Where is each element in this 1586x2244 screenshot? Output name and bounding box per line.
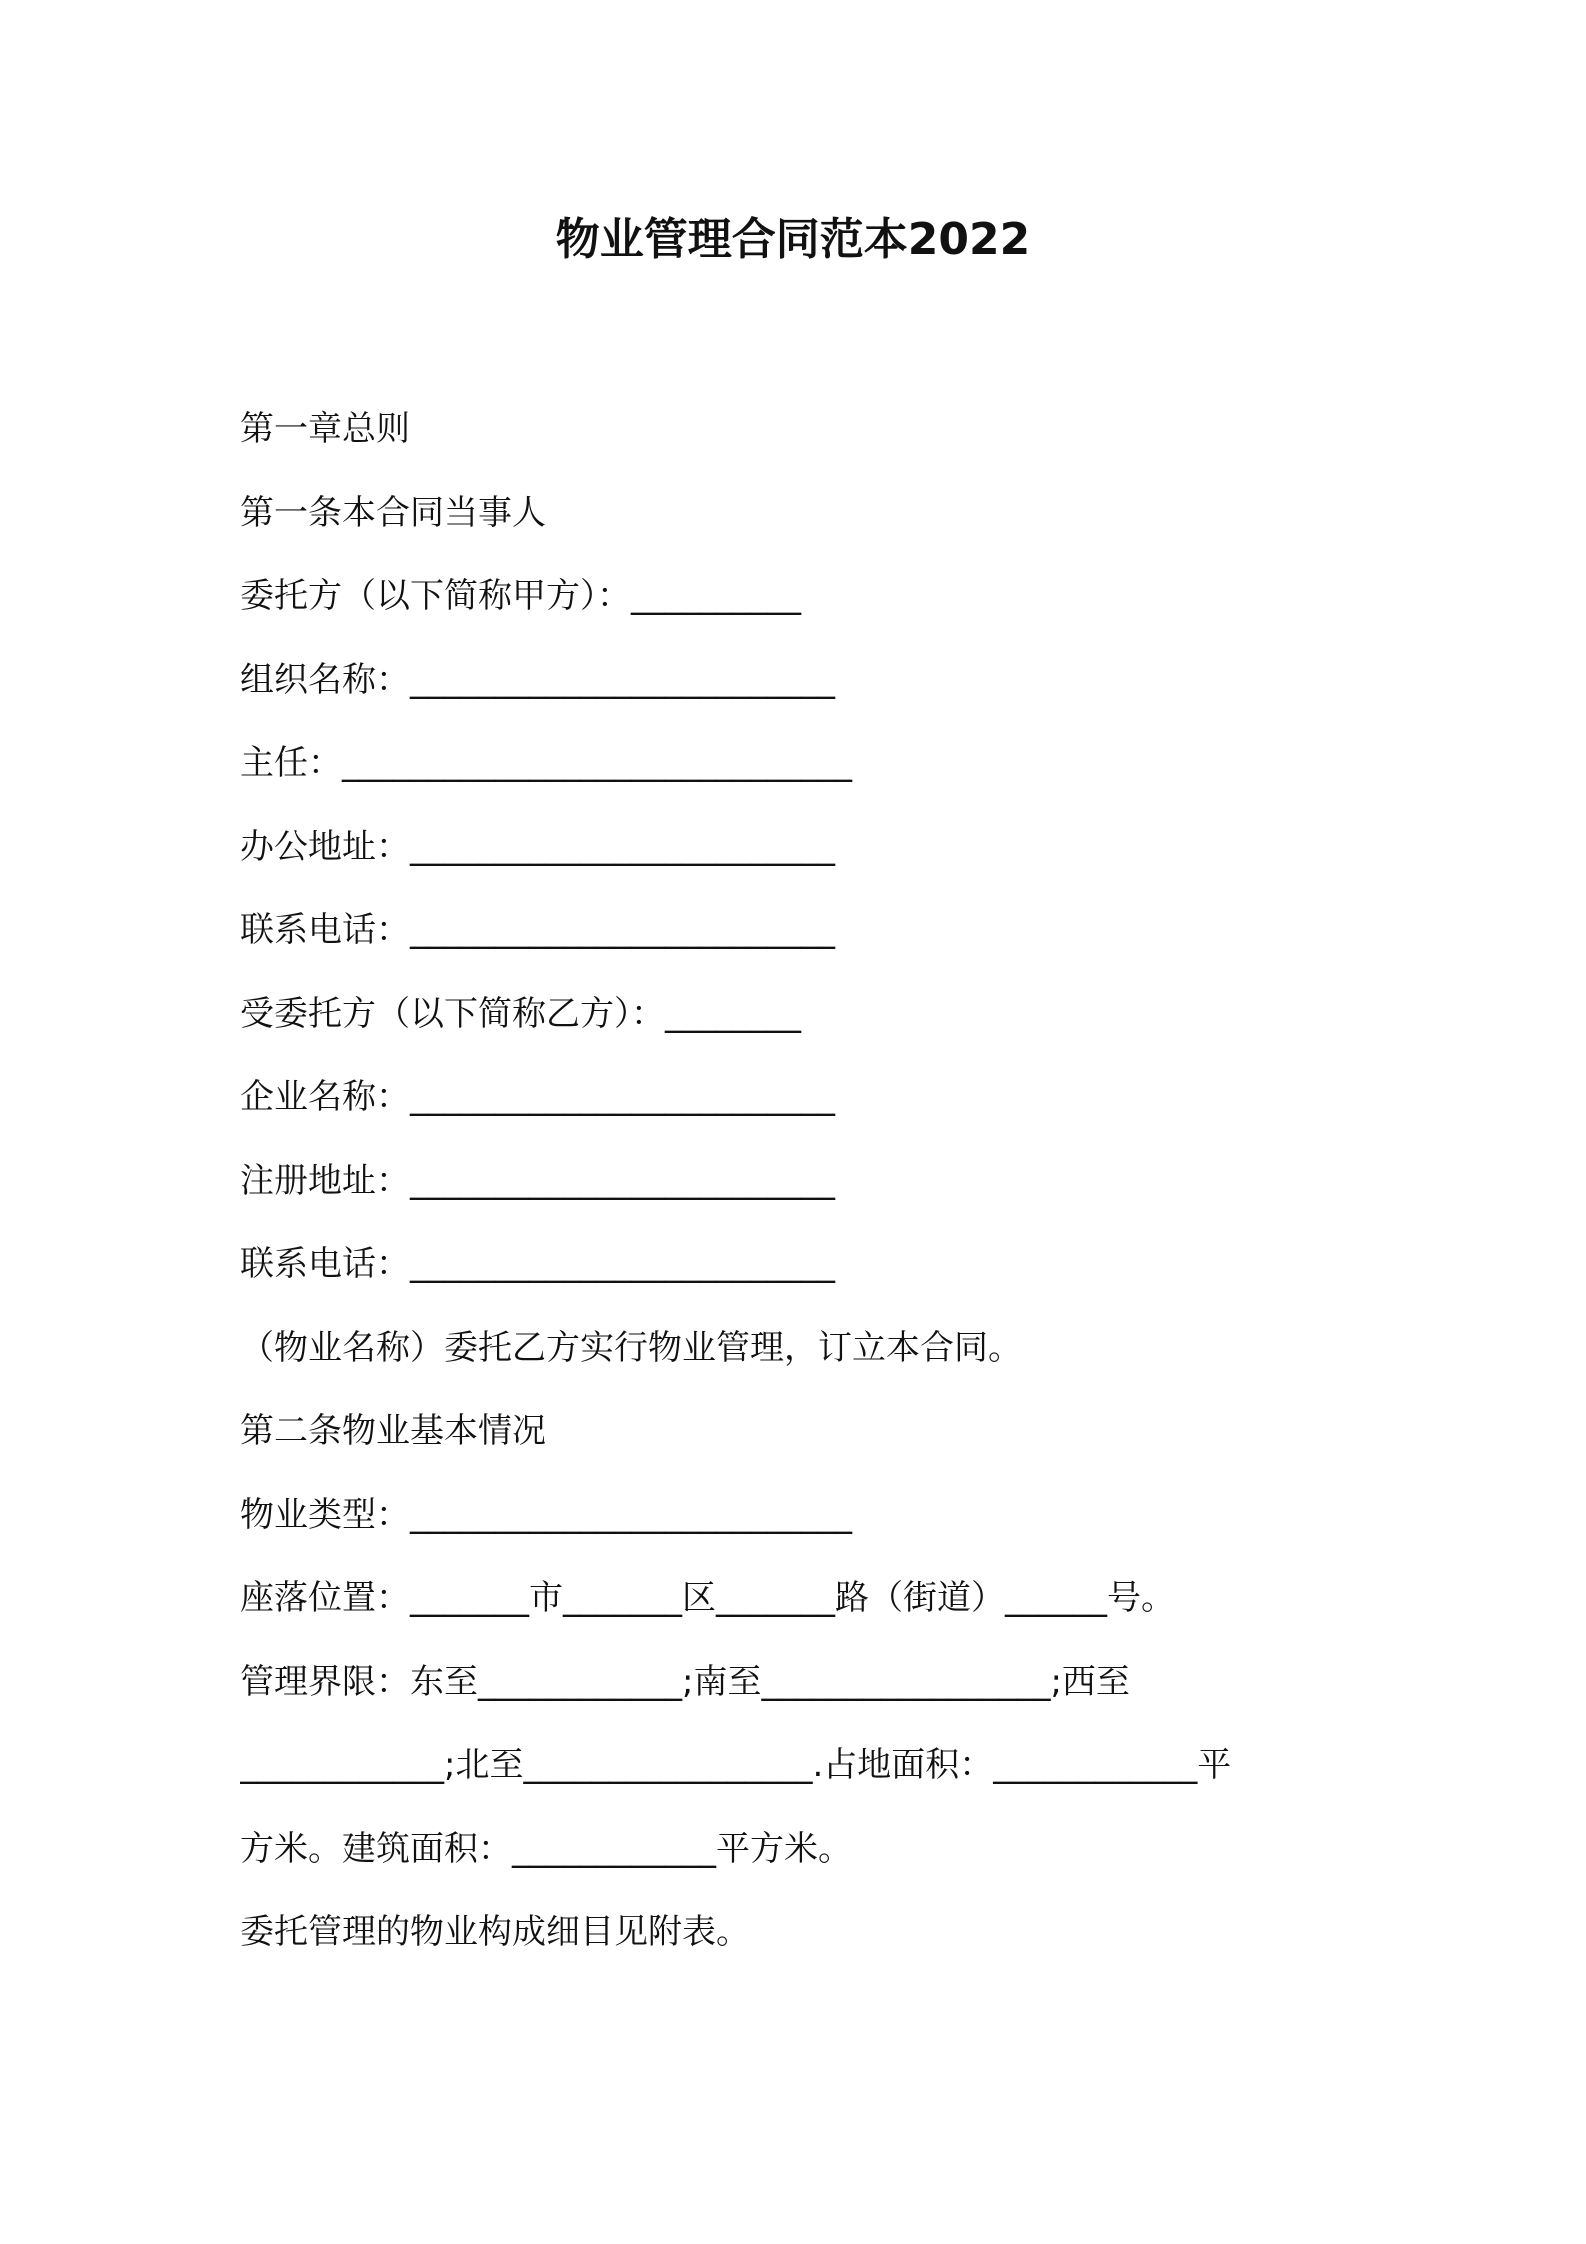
party-b-line: 受委托方（以下简称乙方）：________ (240, 993, 801, 1034)
boundaries-line: 管理界限：东至____________;南至_________________;西至 (240, 1661, 1130, 1702)
chapter-heading: 第一章总则 (240, 409, 410, 449)
document-title: 物业管理合同范本2022 (555, 214, 1031, 265)
party-b-phone-line: 联系电话：_________________________ (240, 1244, 835, 1284)
company-name-line: 企业名称：_________________________ (240, 1077, 835, 1117)
registered-address-line: 注册地址：_________________________ (240, 1160, 835, 1201)
property-type-line: 物业类型：__________________________ (240, 1494, 852, 1535)
document-body (240, 404, 1350, 1991)
office-address-line: 办公地址：_________________________ (240, 826, 835, 867)
party-a-phone-line: 联系电话：_________________________ (240, 910, 835, 950)
party-a-line: 委托方（以下简称甲方）：__________ (240, 576, 801, 616)
article-two-heading: 第二条物业基本情况 (240, 1411, 546, 1451)
organization-name-line: 组织名称：_________________________ (240, 659, 835, 700)
location-line: 座落位置：_______市_______区_______路（街道）______号。 (240, 1578, 1175, 1618)
article-heading: 第一条本合同当事人 (240, 492, 546, 533)
appendix-note-line: 委托管理的物业构成细目见附表。 (240, 1912, 750, 1952)
building-area-line: 方米。建筑面积：____________平方米。 (240, 1828, 852, 1869)
director-line: 主任：______________________________ (240, 743, 852, 783)
boundaries-area-line: ____________;北至_________________.占地面积：____________平 (240, 1745, 1232, 1785)
contract-purpose-line: （物业名称）委托乙方实行物业管理，订立本合同。 (240, 1327, 1022, 1368)
